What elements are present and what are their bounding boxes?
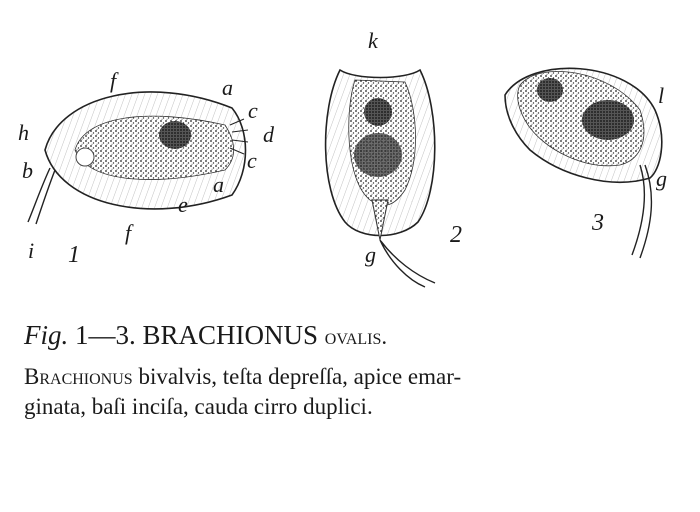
label-e: e — [178, 192, 188, 217]
label-f-upper: f — [110, 68, 117, 93]
label-l: l — [658, 83, 665, 108]
figure-number-1: 1 — [68, 242, 80, 268]
label-g-fig3: g — [656, 166, 667, 191]
figure-3-drawing — [505, 68, 665, 258]
label-c-upper: c — [248, 98, 258, 123]
species-name: ovalis. — [324, 324, 388, 349]
label-k: k — [368, 28, 378, 53]
label-g-fig2: g — [365, 242, 376, 267]
description-line-1 — [24, 362, 694, 392]
genus-name: BRACHIONUS — [142, 320, 319, 350]
label-d: d — [263, 122, 274, 147]
description-genus: Brachionus — [24, 364, 133, 389]
label-a-upper: a — [222, 75, 233, 100]
label-a-lower: a — [213, 172, 224, 197]
label-b: b — [22, 158, 33, 183]
fig-range: 1—3. — [75, 320, 136, 350]
species-description — [24, 362, 694, 422]
figure-number-2: 2 — [450, 222, 462, 248]
caption-block — [24, 318, 694, 422]
label-f-lower: f — [125, 220, 132, 245]
label-i: i — [28, 238, 35, 263]
figure-caption-title — [24, 318, 694, 354]
figure-1-drawing — [28, 92, 248, 224]
description-line-2: ginata, baſi inciſa, cauda cirro duplici. — [24, 394, 373, 419]
label-h: h — [18, 120, 29, 145]
fig-word: Fig. — [24, 320, 69, 350]
label-c-lower: c — [247, 148, 257, 173]
figure-number-3: 3 — [592, 210, 604, 236]
description-line-1-text: bivalvis, teſta depreſſa, apice emar- — [132, 364, 462, 389]
figure-2-drawing — [326, 70, 435, 287]
